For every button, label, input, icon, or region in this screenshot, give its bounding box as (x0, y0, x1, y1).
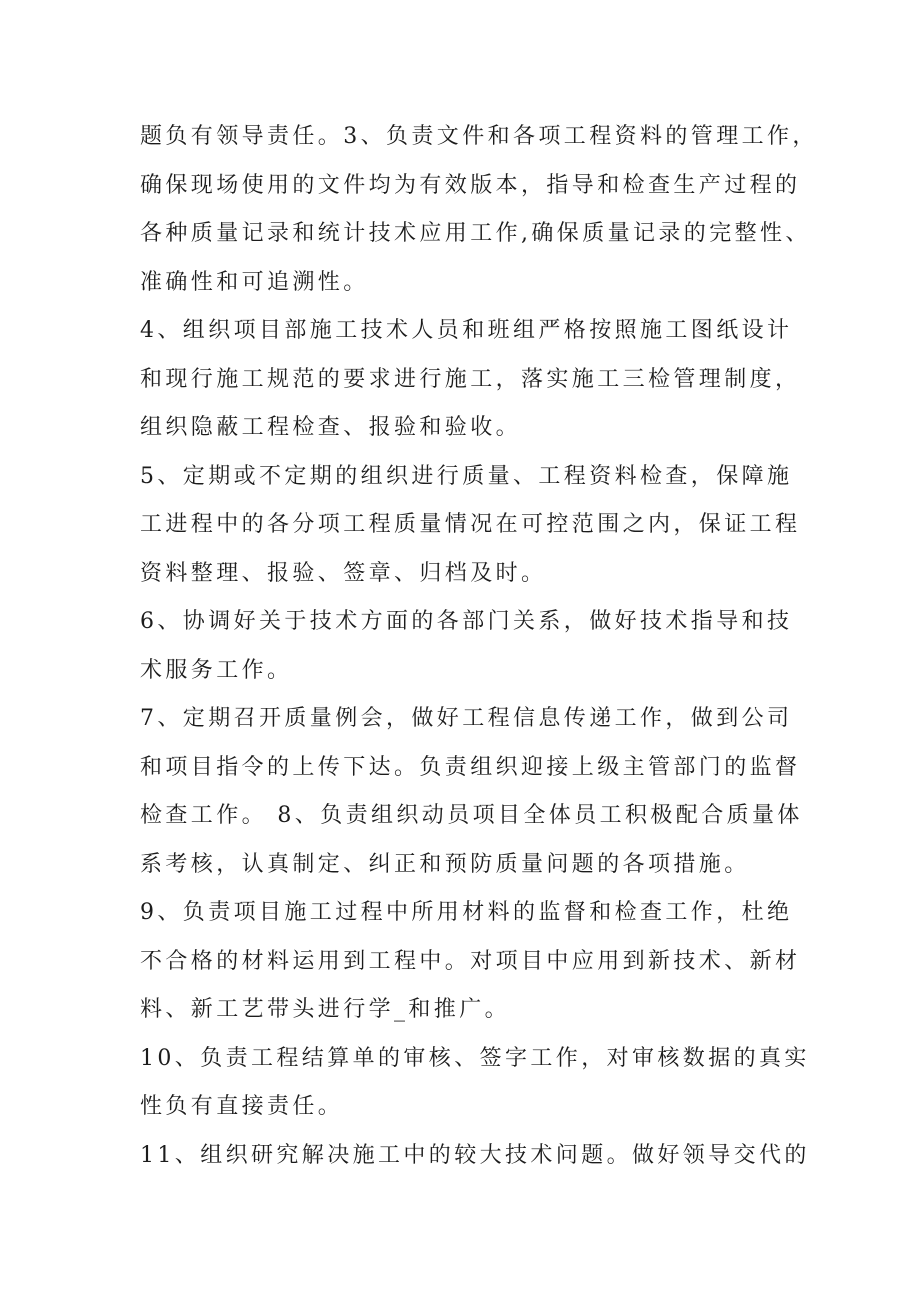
text-line: 9、负责项目施工过程中所用材料的监督和检查工作，杜绝 (140, 900, 793, 925)
text-line: 性负有直接责任。 (140, 1094, 344, 1119)
text-line: 4、组织项目部施工技术人员和班组严格按照施工图纸设计 (140, 318, 793, 343)
text-line: 不合格的材料运用到工程中。对项目中应用到新技术、新材 (140, 948, 801, 974)
text-line: 5、定期或不定期的组织进行质量、工程资料检查，保障施 (140, 463, 793, 489)
text-line: 6、协调好关于技术方面的各部门关系，做好技术指导和技 (140, 609, 793, 634)
text-line: 7、定期召开质量例会，做好工程信息传递工作，做到公司 (140, 706, 793, 731)
text-line: 确保现场使用的文件均为有效版本，指导和检查生产过程的 (140, 172, 801, 198)
text-line: 准确性和可追溯性。 (140, 269, 369, 295)
text-line: 10、负责工程结算单的审核、签字工作，对审核数据的真实 (140, 1045, 810, 1071)
text-line: 术服务工作。 (140, 657, 293, 683)
text-line: 检查工作。 8、负责组织动员项目全体员工积极配合质量体 (140, 803, 803, 828)
text-line: 工进程中的各分项工程质量情况在可控范围之内，保证工程 (140, 512, 801, 537)
text-line: 系考核，认真制定、纠正和预防质量问题的各项措施。 (140, 851, 750, 877)
text-line: 和项目指令的上传下达。负责组织迎接上级主管部门的监督 (140, 754, 801, 780)
text-line: 料、新工艺带头进行学_和推广。 (140, 997, 511, 1022)
text-line: 和现行施工规范的要求进行施工，落实施工三检管理制度， (140, 366, 801, 392)
text-line: 各种质量记录和统计技术应用工作,确保质量记录的完整性、 (140, 221, 811, 246)
text-line: 11、组织研究解决施工中的较大技术问题。做好领导交代的 (140, 1142, 810, 1168)
text-line: 资料整理、报验、签章、归档及时。 (140, 560, 547, 586)
text-line: 题负有领导责任。3、负责文件和各项工程资料的管理工作， (140, 124, 818, 149)
text-line: 组织隐蔽工程检查、报验和验收。 (140, 415, 522, 440)
document-body (140, 113, 820, 1180)
